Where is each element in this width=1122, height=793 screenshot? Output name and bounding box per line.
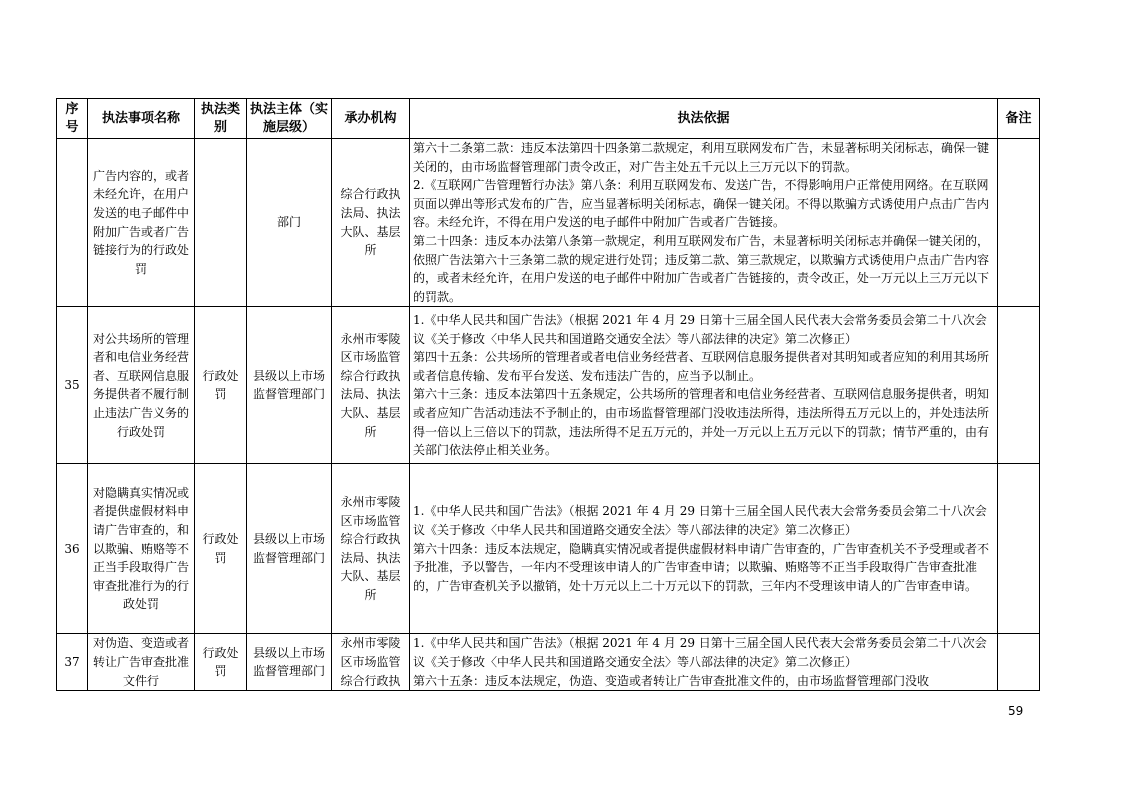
cell-basis xyxy=(410,464,998,634)
cell-seq xyxy=(57,139,88,307)
basis-paragraph: 2.《互联网广告管理暂行办法》第八条：利用互联网发布、发送广告，不得影响用户正常使用网络。在互联网页面以弹出等形式发布的广告，应当显著标明关闭标志，确保一键关闭。不得以欺骗方式诱使用户点击广告内容。未经允许，不得在用户发送的电子邮件中附加广告或者广告链接。 xyxy=(413,178,990,230)
cell-seq: 35 xyxy=(57,307,88,464)
cell-basis xyxy=(410,307,998,464)
cell-remark xyxy=(998,464,1040,634)
header-org: 承办机构 xyxy=(332,99,410,139)
cell-org: 永州市零陵区市场监管综合行政执法局、执法大队、基层所 xyxy=(332,307,410,464)
basis-paragraph: 1.《中华人民共和国广告法》（根据 2021 年 4 月 29 日第十三届全国人民代表大会常务委员会第二十八次会议《关于修改〈中华人民共和国道路交通安全法〉等八部法律的决定》第二次修正） xyxy=(413,312,987,346)
cell-category: 行政处罚 xyxy=(195,634,247,691)
cell-remark xyxy=(998,634,1040,691)
cell-subject: 部门 xyxy=(247,139,332,307)
table-row xyxy=(57,634,1040,691)
basis-paragraph: 第六十五条：违反本法规定，伪造、变造或者转让广告审查批准文件的，由市场监督管理部门没收 xyxy=(413,673,930,688)
cell-remark xyxy=(998,139,1040,307)
table-header-row xyxy=(57,99,1040,139)
basis-paragraph: 第四十五条：公共场所的管理者或者电信业务经营者、互联网信息服务提供者对其明知或者应知的利用其场所或者信息传输、发布平台发送、发布违法广告的，应当予以制止。 xyxy=(413,350,990,383)
header-category: 执法类别 xyxy=(195,99,247,139)
cell-category: 行政处罚 xyxy=(195,307,247,464)
cell-remark xyxy=(998,307,1040,464)
header-basis: 执法依据 xyxy=(410,99,998,139)
cell-org: 综合行政执法局、执法大队、基层所 xyxy=(332,139,410,307)
cell-basis xyxy=(410,139,998,307)
basis-paragraph: 第六十二条第二款：违反本法第四十四条第二款规定，利用互联网发布广告，未显著标明关闭标志，确保一键关闭的，由市场监督管理部门责令改正，对广告主处五千元以上三万元以下的罚款。 xyxy=(413,141,990,174)
page-number: 59 xyxy=(1008,704,1024,718)
basis-paragraph: 1.《中华人民共和国广告法》（根据 2021 年 4 月 29 日第十三届全国人民代表大会常务委员会第二十八次会议《关于修改〈中华人民共和国道路交通安全法〉等八部法律的决定》第二次修正） xyxy=(413,636,987,670)
cell-subject: 县级以上市场监督管理部门 xyxy=(247,634,332,691)
cell-org: 永州市零陵区市场监管综合行政执 xyxy=(332,634,410,691)
header-item: 执法事项名称 xyxy=(88,99,195,139)
cell-org: 永州市零陵区市场监管综合行政执法局、执法大队、基层所 xyxy=(332,464,410,634)
cell-subject: 县级以上市场监督管理部门 xyxy=(247,464,332,634)
basis-paragraph: 第二十四条：违反本办法第八条第一款规定，利用互联网发布广告，未显著标明关闭标志并确保一键关闭的，依照广告法第六十三条第二款的规定进行处罚；违反第二款、第三款规定，以欺骗方式诱使用户点击广告内容的，或者未经允许，在用户发送的电子邮件中附加广告或者广告链接的，责令改正，处一万元以上三万元以下的罚款。 xyxy=(413,233,990,304)
cell-subject: 县级以上市场监督管理部门 xyxy=(247,307,332,464)
table-row xyxy=(57,464,1040,634)
cell-item: 对隐瞒真实情况或者提供虚假材料申请广告审查的，和以欺骗、贿赂等不正当手段取得广告审查批准行为的行政处罚 xyxy=(88,464,195,634)
basis-paragraph: 1.《中华人民共和国广告法》（根据 2021 年 4 月 29 日第十三届全国人民代表大会常务委员会第二十八次会议《关于修改〈中华人民共和国道路交通安全法〉等八部法律的决定》第二次修正） xyxy=(413,504,987,537)
basis-paragraph: 第六十四条：违反本法规定，隐瞒真实情况或者提供虚假材料申请广告审查的，广告审查机关不予受理或者不予批准，予以警告，一年内不受理该申请人的广告审查申请；以欺骗、贿赂等不正当手段取得广告审查批准的，广告审查机关予以撤销，处十万元以上二十万元以下的罚款，三年内不受理该申请人的广告审查申请。 xyxy=(413,541,990,593)
header-subject: 执法主体（实施层级） xyxy=(247,99,332,139)
cell-seq: 36 xyxy=(57,464,88,634)
enforcement-table xyxy=(56,98,1040,691)
cell-basis xyxy=(410,634,998,691)
cell-seq: 37 xyxy=(57,634,88,691)
header-remark: 备注 xyxy=(998,99,1040,139)
header-seq: 序号 xyxy=(57,99,88,139)
cell-item: 广告内容的，或者未经允许，在用户发送的电子邮件中附加广告或者广告链接行为的行政处罚 xyxy=(88,139,195,307)
basis-paragraph: 第六十三条：违反本法第四十五条规定，公共场所的管理者和电信业务经营者、互联网信息服务提供者，明知或者应知广告活动违法不予制止的，由市场监督管理部门没收违法所得，违法所得五万元以上的，并处违法所得一倍以上三倍以下的罚款，违法所得不足五万元的，并处一万元以上五万元以下的罚款；情节严重的，由有关部门依法停止相关业务。 xyxy=(413,387,990,458)
cell-item: 对伪造、变造或者转让广告审查批准文件行 xyxy=(88,634,195,691)
table-row xyxy=(57,139,1040,307)
cell-item: 对公共场所的管理者和电信业务经营者、互联网信息服务提供者不履行制止违法广告义务的行政处罚 xyxy=(88,307,195,464)
table-row xyxy=(57,307,1040,464)
cell-category: 行政处罚 xyxy=(195,464,247,634)
cell-category xyxy=(195,139,247,307)
